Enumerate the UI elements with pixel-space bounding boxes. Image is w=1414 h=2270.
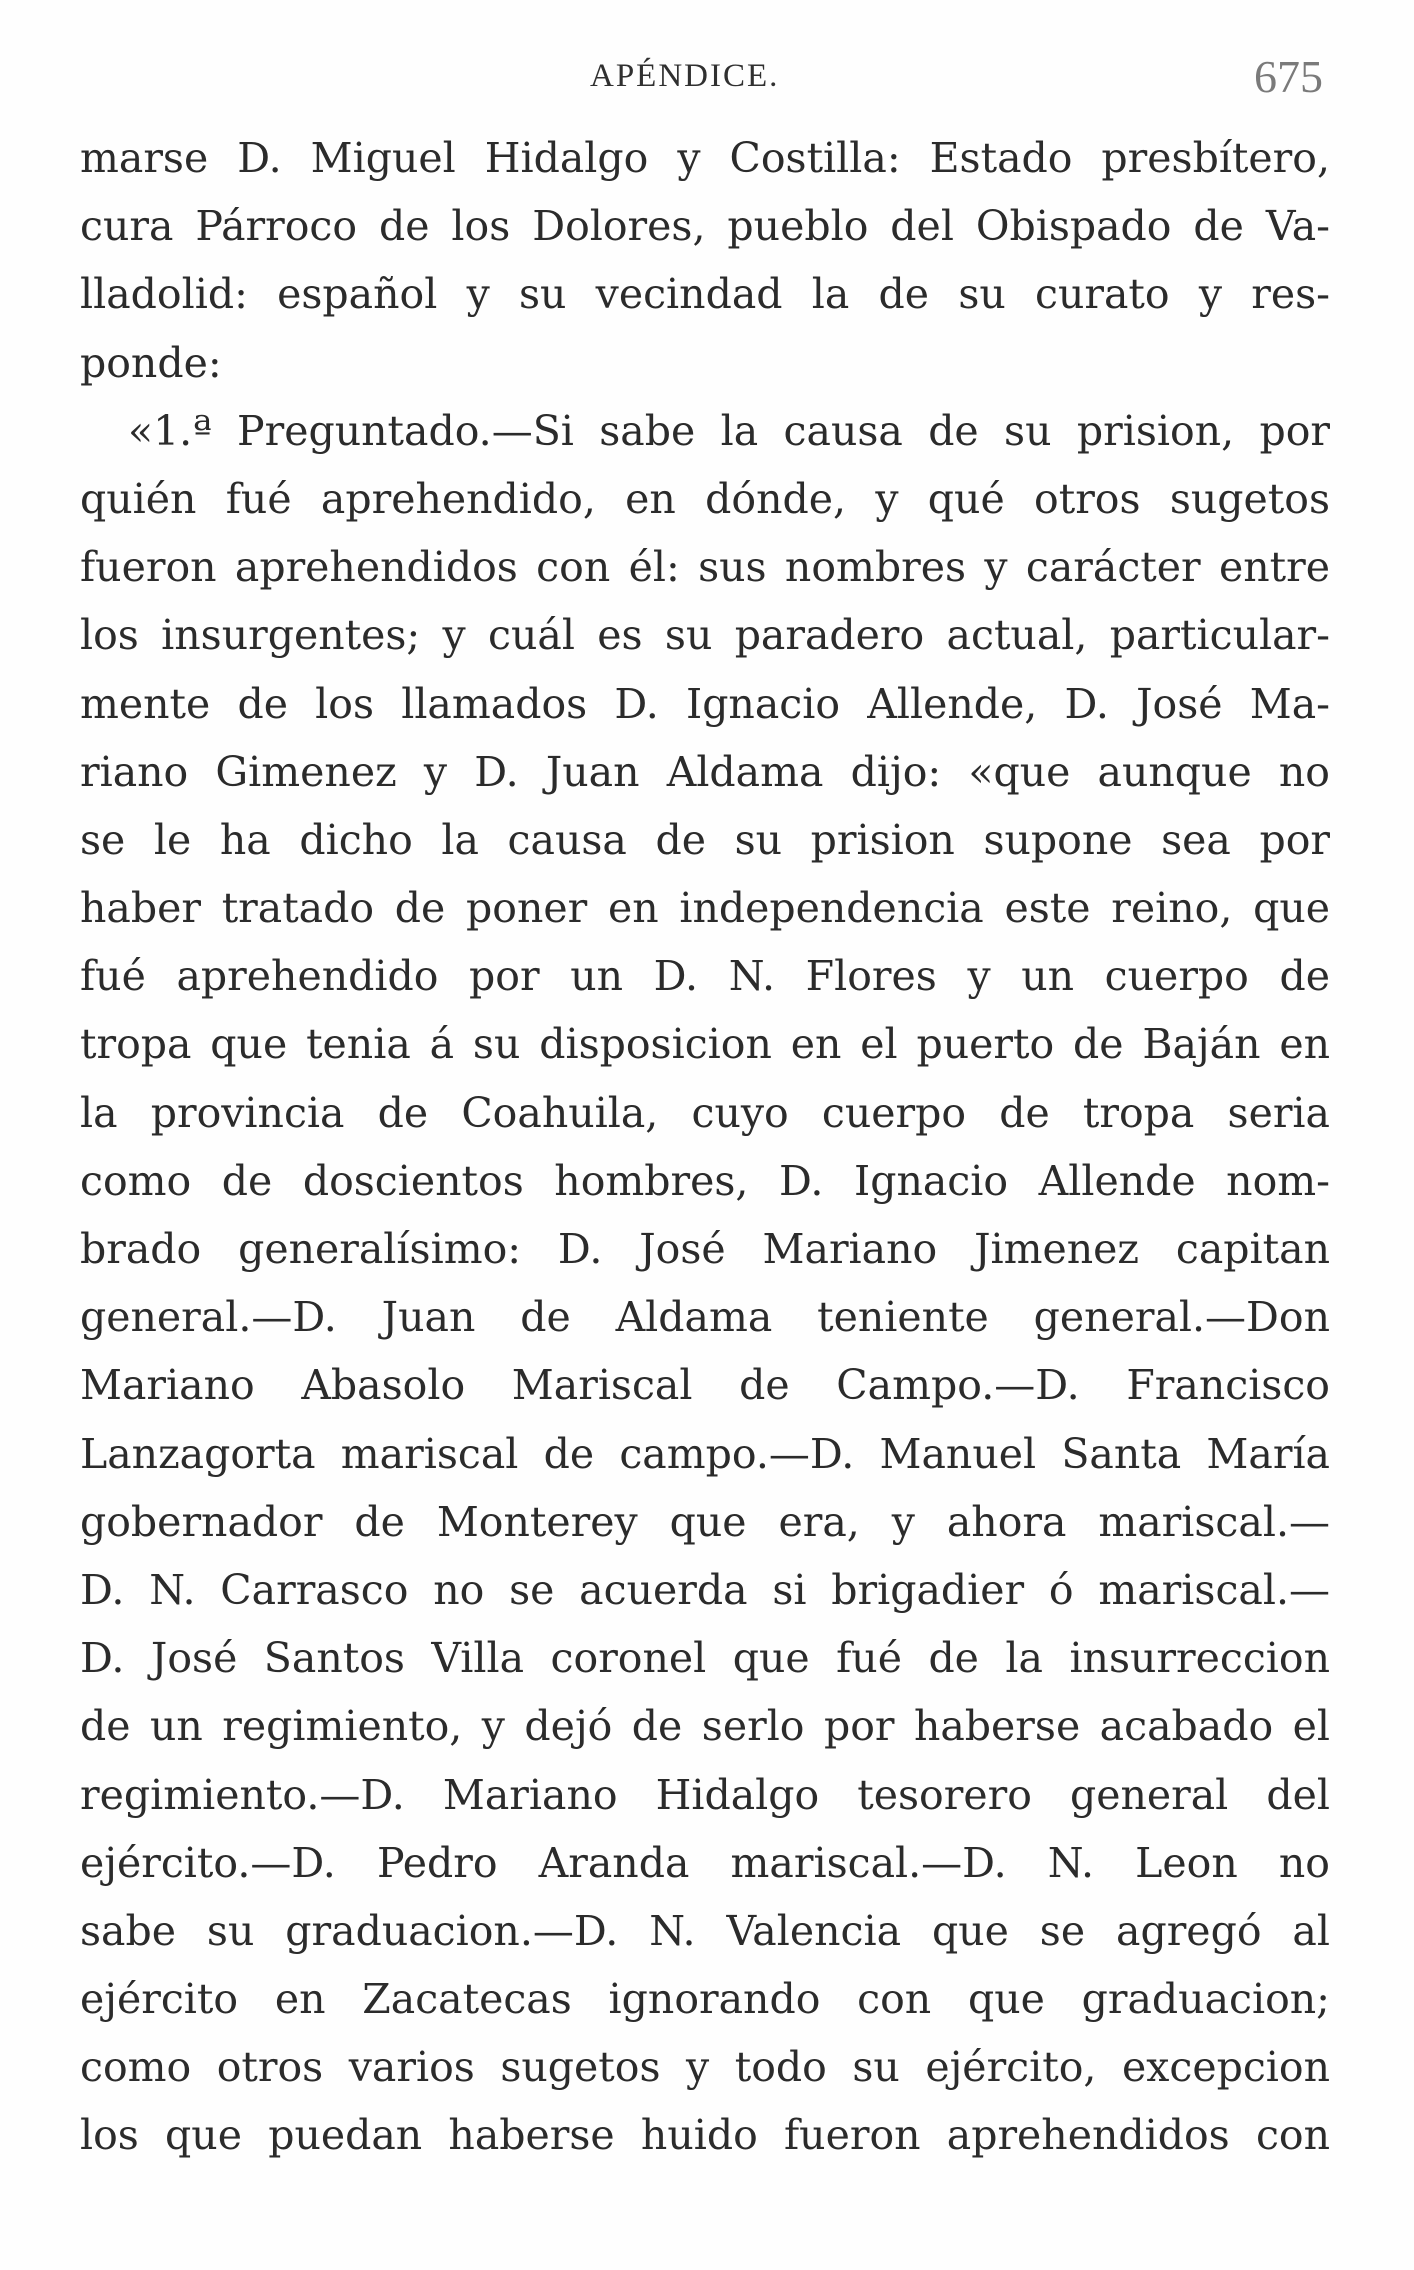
text-line: riano Gimenez y D. Juan Aldama dijo: «que aunque no: [80, 747, 1330, 796]
text-line: los insurgentes; y cuál es su paradero actual, particular-: [80, 611, 1330, 660]
text-line: la provincia de Coahuila, cuyo cuerpo de tropa seria: [80, 1088, 1330, 1137]
text-line: como otros varios sugetos y todo su ejército, excepcion: [80, 2043, 1330, 2092]
text-line: general.—D. Juan de Aldama teniente general.—Don: [80, 1293, 1330, 1342]
text-line: D. N. Carrasco no se acuerda si brigadier ó mariscal.—: [80, 1565, 1330, 1614]
text-line: mente de los llamados D. Ignacio Allende, D. José Ma-: [80, 679, 1330, 728]
text-line: gobernador de Monterey que era, y ahora mariscal.—: [80, 1497, 1330, 1546]
page-number: 675: [1254, 51, 1323, 102]
text-line: lladolid: español y su vecindad la de su curato y res-: [80, 270, 1330, 319]
text-line: los que puedan haberse huido fueron aprehendidos con: [80, 2111, 1330, 2160]
text-line: «1.ª Preguntado.—Si sabe la causa de su prision, por: [128, 406, 1330, 455]
text-line: sabe su graduacion.—D. N. Valencia que se agregó al: [80, 1906, 1330, 1955]
text-line: Mariano Abasolo Mariscal de Campo.—D. Francisco: [80, 1361, 1330, 1410]
text-line: como de doscientos hombres, D. Ignacio Allende nom-: [80, 1156, 1330, 1205]
text-line: brado generalísimo: D. José Mariano Jimenez capitan: [80, 1225, 1330, 1273]
text-line: se le ha dicho la causa de su prision supone sea por: [80, 815, 1330, 864]
text-line: D. José Santos Villa coronel que fué de la insurreccion: [80, 1634, 1330, 1683]
text-line: Lanzagorta mariscal de campo.—D. Manuel Santa María: [80, 1429, 1330, 1478]
text-line: quién fué aprehendido, en dónde, y qué otros sugetos: [80, 474, 1330, 523]
running-title: APÉNDICE.: [590, 58, 780, 94]
text-line: cura Párroco de los Dolores, pueblo del Obispado de Va-: [80, 202, 1330, 251]
text-line: ejército.—D. Pedro Aranda mariscal.—D. N. Leon no: [80, 1838, 1330, 1887]
text-line: ejército en Zacatecas ignorando con que graduacion;: [80, 1975, 1330, 2024]
text-line: fué aprehendido por un D. N. Flores y un cuerpo de: [80, 952, 1330, 1001]
text-line: regimiento.—D. Mariano Hidalgo tesorero general del: [80, 1770, 1330, 1819]
body-text: [80, 124, 1330, 2170]
text-line: ponde:: [80, 338, 222, 387]
text-line: fueron aprehendidos con él: sus nombres y carácter entre: [80, 543, 1330, 592]
running-head: [0, 50, 1414, 110]
text-line: tropa que tenia á su disposicion en el puerto de Baján en: [80, 1020, 1330, 1069]
text-line: de un regimiento, y dejó de serlo por haberse acabado el: [80, 1702, 1330, 1751]
text-line: marse D. Miguel Hidalgo y Costilla: Estado presbítero,: [80, 134, 1330, 182]
text-line: haber tratado de poner en independencia este reino, que: [80, 884, 1330, 933]
